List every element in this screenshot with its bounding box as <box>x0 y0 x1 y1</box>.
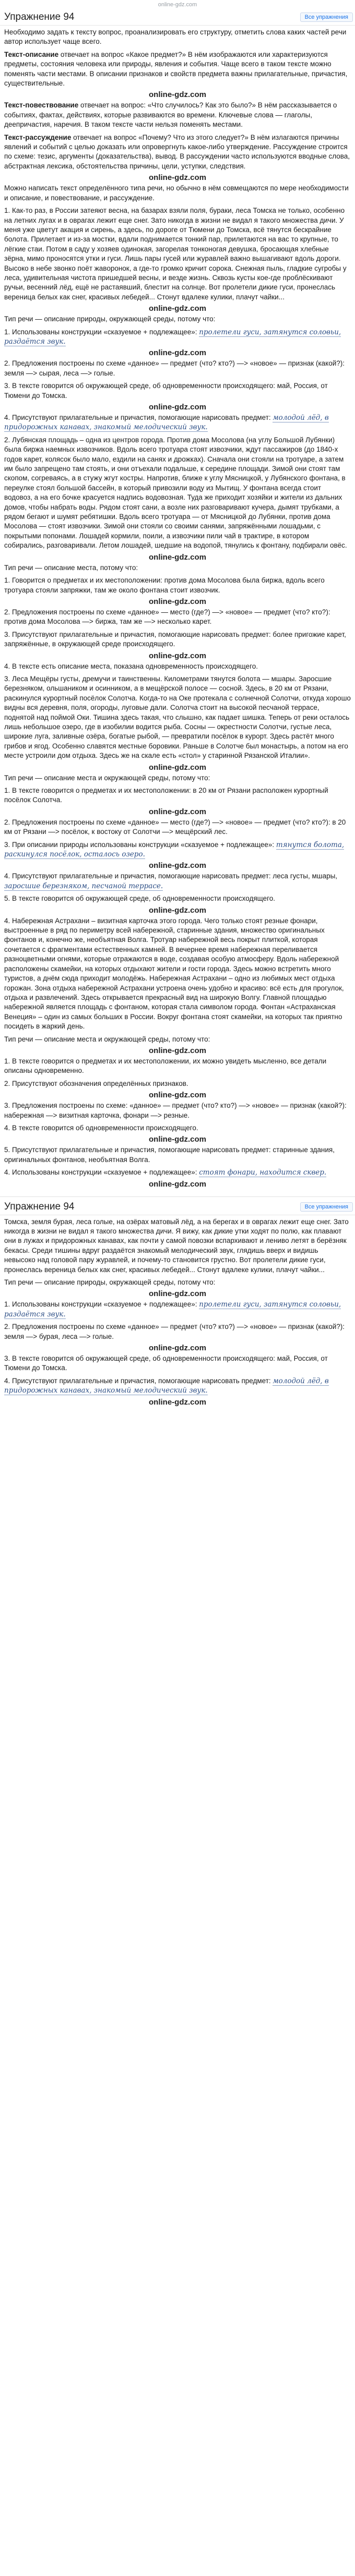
paragraph: 2. Присутствуют обозначения определённых признаков. <box>4 1079 188 1087</box>
watermark: online-gdz.com <box>149 905 206 915</box>
paragraph <box>4 50 351 89</box>
term-heading: Текст-описание <box>4 50 59 58</box>
exercise-section-1 <box>0 9 355 1193</box>
all-exercises-button[interactable]: Все упражнения <box>300 1202 353 1212</box>
paragraph: 3. В тексте говорится об окружающей среде, об одновременности происходящего: май, Россия, от Тюмени до Томска. <box>4 1354 328 1372</box>
paragraph: Томска, земля бурая, леса голые, на озёрах матовый лёд, а на берегах и в оврагах лежит еще снег. Зато никогда в жизни не видал я такого множества дичи. Я вижу, как дикие утки ходят по полю, как плавают они в лужах и придорожных канавах, как почти у самой повозки вспархивают и лениво летят в берёзняк бекасы. Среди тишины вдруг раздаётся знакомый мелодический звук, глядишь вверх и видишь невысоко над головой пару журавлей, и почему-то становится грустно. Вот пролетели дикие гуси, пронеслась вереница белых как снег, красивых лебедей... Стонут вдалеке кулики, плачут чайки... <box>4 1217 349 1274</box>
watermark: online-gdz.com <box>149 552 206 562</box>
paragraph: 2. Предложения построены по схеме «данное» — предмет (что? кто?) —> «новое» — признак (какой?): земля —> сырая, леса —> голые. <box>4 359 345 377</box>
paragraph: Тип речи — описание места и окружающей среды, потому что: <box>4 773 210 782</box>
paragraph <box>4 413 351 432</box>
exercise-content <box>0 26 355 1193</box>
watermark: online-gdz.com <box>149 597 206 606</box>
handwritten-answer: тянутся болота, раскинулся посёлок, осталось озеро. <box>4 840 345 859</box>
paragraph: Тип речи — описание места и окружающей среды, потому что: <box>4 1035 210 1043</box>
handwritten-answer: стоят фонари, находится сквер. <box>199 1168 327 1177</box>
all-exercises-button[interactable]: Все упражнения <box>300 13 353 22</box>
paragraph: 5. Присутствуют прилагательные и причастия, помогающие нарисовать предмет: старинные здания, оригинальных фонтанов, необъятная Волга. <box>4 1146 335 1164</box>
paragraph: 1. В тексте говорится о предметах и их местоположении: в 20 км от Рязани расположен курортный посёлок Солотча. <box>4 787 328 804</box>
paragraph: Тип речи — описание природы, окружающей среды, потому что: <box>4 1278 216 1287</box>
paragraph: Тип речи — описание природы, окружающей среды, потому что: <box>4 315 216 323</box>
section-title: Упражнение 94 <box>4 1201 75 1212</box>
paragraph-text: отвечает на вопрос «Почему? Что из этого следует?» В нём излагаются причины явлений и событий с целью доказать или опровергнуть какое-либо утверждение. Рассуждение строится по схеме: тезис, аргументы (доказательства), вывод. В рассуждении часто используются вводные слова, абстрактная лексика, обстоятельства причины, цели, уступки, следствия. <box>4 133 350 170</box>
paragraph <box>4 328 351 347</box>
watermark: online-gdz.com <box>149 1046 206 1055</box>
paragraph-text: отвечает на вопрос: «Что случилось? Как это было?» В нём рассказывается о событиях, фактах, действиях, которые развиваются во времени. Ключевые слова — глаголы, деепричастия, наречия. В таком тексте части нельзя поменять местами. <box>4 101 337 129</box>
handwritten-answer: молодой лёд, в придорожных канавах, знакомый мелодический звук. <box>4 1376 329 1395</box>
paragraph: 3. В тексте говорится об окружающей среде, об одновременности происходящего: май, Россия, от Тюмени до Томска. <box>4 382 328 400</box>
paragraph-text: 1. Использованы конструкции «сказуемое + подлежащее»: <box>4 328 199 336</box>
paragraph-text: 4. Присутствуют прилагательные и причастия, помогающие нарисовать предмет: леса густы, мшары, <box>4 872 338 880</box>
section-title: Упражнение 94 <box>4 11 75 22</box>
paragraph: 2. Лубянская площадь – одна из центров города. Против дома Мосолова (на углу Большой Лубянки) была биржа наемных извозчиков. Вдоль всего тротуара стоят извозчики, ждут пассажиров (до 1840-х годов карет, колясок было мало, ездили на санях и дрожках). Сначала они стояли на тротуаре, а затем им было запрещено там стоять, и они отъехали подальше, к середине площади. Зимой они стоят там скопом, согреваясь, а в стужу жгут костры. Напротив, ближе к углу Мясницкой, у Лубянского фонтана, в переулке стоял большой бассейн, в который привозили воду из Мытищ. У фонтана всегда стоит водовоз, а на его бочке красуется надпись водовозная. Туда же приходит хозяйки и жители из дальних домов, чтобы набрать воды. Рядом стоят сани, а возле них разговаривают кучера, дымят трубками, а рядом бегают и шумят ребятишки. Вдоль всего тротуара — от Мясницкой до Лубянки, против дома Мосолова — стоят извозчики. Зимой они стояли со своими санями, запряжёнными лошадьми, с покрытыми попонами. Лошадей кормили, поили, а извозчики пили чай в трактире, в котором собирались, разговаривали. Летом лошадей, шедшие на водопой, тянулись к фонтану, подбирали овёс. <box>4 436 347 550</box>
paragraph: Можно написать текст определённого типа речи, но обычно в нём совмещаются по мере необходимости и описание, и повествование, и рассуждение. <box>4 184 349 202</box>
paragraph <box>4 872 351 891</box>
handwritten-answer: молодой лёд, в придорожных канавах, знакомый мелодический звук. <box>4 414 329 432</box>
paragraph: Необходимо задать к тексту вопрос, проанализировать его структуру, отметить слова каких частей речи автор использует чаще всего. <box>4 28 347 46</box>
paragraph-text: 3. При описании природы использованы конструкции «сказуемое + подлежащее»: <box>4 840 276 849</box>
term-heading: Текст-повествование <box>4 101 79 110</box>
paragraph-text: отвечает на вопрос «Какое предмет?» В нём изображаются или характеризуются предметы, состояния человека или природы, явления и события. Чаще всего в таком тексте можно поменять части местами. В описании признаков и свойств предмета важны прилагательные, причастия, существительные. <box>4 50 348 88</box>
paragraph-text: 4. Использованы конструкции «сказуемое + подлежащее»: <box>4 1168 199 1177</box>
term-heading: Текст-рассуждение <box>4 133 72 141</box>
watermark: online-gdz.com <box>149 304 206 313</box>
paragraph: 5. В тексте говорится об окружающей среде, об одновременности происходящего. <box>4 894 276 903</box>
paragraph: 4. Набережная Астрахани – визитная карточка этого города. Чего только стоят резные фонари, выстроенные в ряд по периметру всей набережной, старинные здания, множество оригинальных фонтанов и, конечно же, необъятная Волга. Тротуар набережной весь покрыт плиткой, которая сочетается с фрагментами естественных камней. В вечернее время набережная переливается разноцветными огнями, которые отражаются в воде, создавая особую атмосферу. Вдоль набережной расположены скамейки, на которых отдыхают жители и гости города. Здесь можно встретить много туристов, а днём сюда приходит молодёжь. Набережная Астрахани – одно из любимых мест отдыха горожан. Зона отдыха набережной Астрахани устроена очень удобно и красиво: всё есть для прогулок, отдыха и развлечений. Здесь открывается прекрасный вид на широкую Волгу. Главной площадью набережной является площадь с фонтаном, которая стала символом города. Фонтан «Астраханская Венеция» – один из самых больших в России. Вокруг фонтана стоят скамейки, на которых так приятно посидеть в жаркий день. <box>4 916 344 1031</box>
paragraph: 3. Предложения построены по схеме: «данное» — предмет (что? кто?) —> «новое» — признак (какой?): набережная —> визитная карточка, фонари —> резные. <box>4 1102 347 1119</box>
watermark: online-gdz.com <box>149 90 206 100</box>
paragraph: 4. В тексте говорится об одновременности происходящего. <box>4 1123 198 1132</box>
watermark: online-gdz.com <box>149 1179 206 1189</box>
paragraph-text: 4. Присутствуют прилагательные и причастия, помогающие нарисовать предмет: <box>4 414 273 421</box>
paragraph-text: 4. Присутствуют прилагательные и причастия, помогающие нарисовать предмет: <box>4 1376 273 1385</box>
paragraph: 4. В тексте есть описание места, показана одновременность происходящего. <box>4 662 258 670</box>
paragraph: 3. Леса Мещёры густы, дремучи и таинственны. Километрами тянутся болота — мшары. Заросшие березняком, ольшаником и осинником, а в мещёрской полосе — сосной. Здесь, в 20 км от Рязани, раскинулся курортный посёлок Солотча. Когда-то на Оке протекала с солнечной Солотчи, откуда хорошо видны вся деревня, поля, огороды, луговые дали. Солотча стоит на высокой песчаной террасе, поднятой над поймой Оки. Тишина здесь такая, что слышно, как падает шишка. Теперь от реки осталось лишь небольшое озеро, где в изобилии водится рыба. Сосны — окрестности Солотчи, густые леса, широкие луга, заливные озёра, богатые рыбой, — превратили посёлок в курорт. Здесь растёт много грибов и ягод. Особенно славятся местные боровики. Раньше в Солотче был монастырь, а потом на его месте устроили дом отдыха. Здесь же на скале есть «стол» у старинной Рязанской Италии». <box>4 674 351 760</box>
site-header: online-gdz.com <box>158 2 197 8</box>
paragraph-text: 1. Использованы конструкции «сказуемое + подлежащее»: <box>4 1300 199 1309</box>
paragraph: 1. Как-то раз, в России затеяют весна, на базарах взяли поля, бураки, леса Томска не только, особенно на летних лугах и в оврагах лежит еще снег. Зато никогда в жизни не видал я такого множества дичи. У меня уже цветут акация и сирень, а здесь, по дороге от Тюмени до Томска, всё тянутся бескрайние болота. Прилетает и из-за мостки, вдали поднимается тонкий пар, прилетаются на вас то крупные, то лёгкие стаи. Потом в саду у хозяев одинокая, загорелая тонконогая девушка, бросающая хлебные зёрна, мимо проносятся утки и гуси. Лишь пары гусей или журавлей важно вышагивают вдоль дороги. Высоко в небе звонко поёт жаворонок, а где-то громко кричит сорока. Снежная пыль, гладкие сугробы у леса, удивительная чистота пришедшей весны, и везде жизнь. Сквозь кусты кое-где проблёскивают ручьи, весенний лёд, ещё не растаявший, блестит на солнце. Вот пролетели дикие гуси, пронеслась вереница белых как снег, красивых лебедей... Стонут вдалеке кулики, плачут чайки... <box>4 207 347 301</box>
paragraph: 2. Предложения построены по схеме «данное» — место (где?) —> «новое» — предмет (что? кто?): против дома Мосолова —> биржа, там же —> несколько карет. <box>4 608 330 626</box>
section-header <box>0 1199 355 1215</box>
paragraph: Тип речи — описание места, потому что: <box>4 563 138 572</box>
handwritten-answer: пролетели гуси, затянутся соловьи, раздаётся звук. <box>4 328 341 346</box>
watermark: online-gdz.com <box>149 348 206 358</box>
paragraph <box>4 1376 351 1396</box>
watermark: online-gdz.com <box>149 1135 206 1144</box>
paragraph: 3. Присутствуют прилагательные и причастия, помогающие нарисовать предмет: более пригожие карет, запряжённые, в окружающей среде происходящего. <box>4 630 346 648</box>
paragraph <box>4 133 351 172</box>
watermark: online-gdz.com <box>149 1289 206 1299</box>
paragraph <box>4 101 351 129</box>
watermark: online-gdz.com <box>149 403 206 412</box>
exercise-content <box>0 1215 355 1411</box>
paragraph: 1. Говорится о предметах и их местоположении: против дома Мосолова была биржа, вдоль всего тротуара стояли запряжки, там же около фонтана стоит извозчик. <box>4 576 325 594</box>
paragraph <box>4 840 351 860</box>
paragraph: 2. Предложения построены по схеме «данное» — место (где?) —> «новое» — предмет (что? кто?): в 20 км от Рязани —> посёлок, к востоку от Солотчи —> мещёрский лес. <box>4 818 346 836</box>
watermark: online-gdz.com <box>149 861 206 870</box>
paragraph: 1. В тексте говорится о предметах и их местоположении, их можно увидеть мысленно, все детали описаны одновременно. <box>4 1057 327 1075</box>
watermark: online-gdz.com <box>149 807 206 816</box>
watermark: online-gdz.com <box>149 1091 206 1100</box>
handwritten-answer: пролетели гуси, затянутся соловьи, раздаётся звук. <box>4 1300 341 1319</box>
watermark: online-gdz.com <box>149 1397 206 1407</box>
section-header <box>0 9 355 26</box>
watermark: online-gdz.com <box>149 651 206 660</box>
watermark: online-gdz.com <box>149 1344 206 1353</box>
paragraph <box>4 1300 351 1319</box>
watermark: online-gdz.com <box>149 173 206 183</box>
watermark: online-gdz.com <box>149 763 206 772</box>
paragraph: 2. Предложения построены по схеме «данное» — предмет (что? кто?) —> «новое» — признак (какой?): земля —> бурая, леса —> голые. <box>4 1323 345 1340</box>
exercise-section-2 <box>0 1197 355 1411</box>
paragraph <box>4 1168 351 1177</box>
handwritten-answer: заросшие березняком, песчаной террасе. <box>4 881 163 890</box>
